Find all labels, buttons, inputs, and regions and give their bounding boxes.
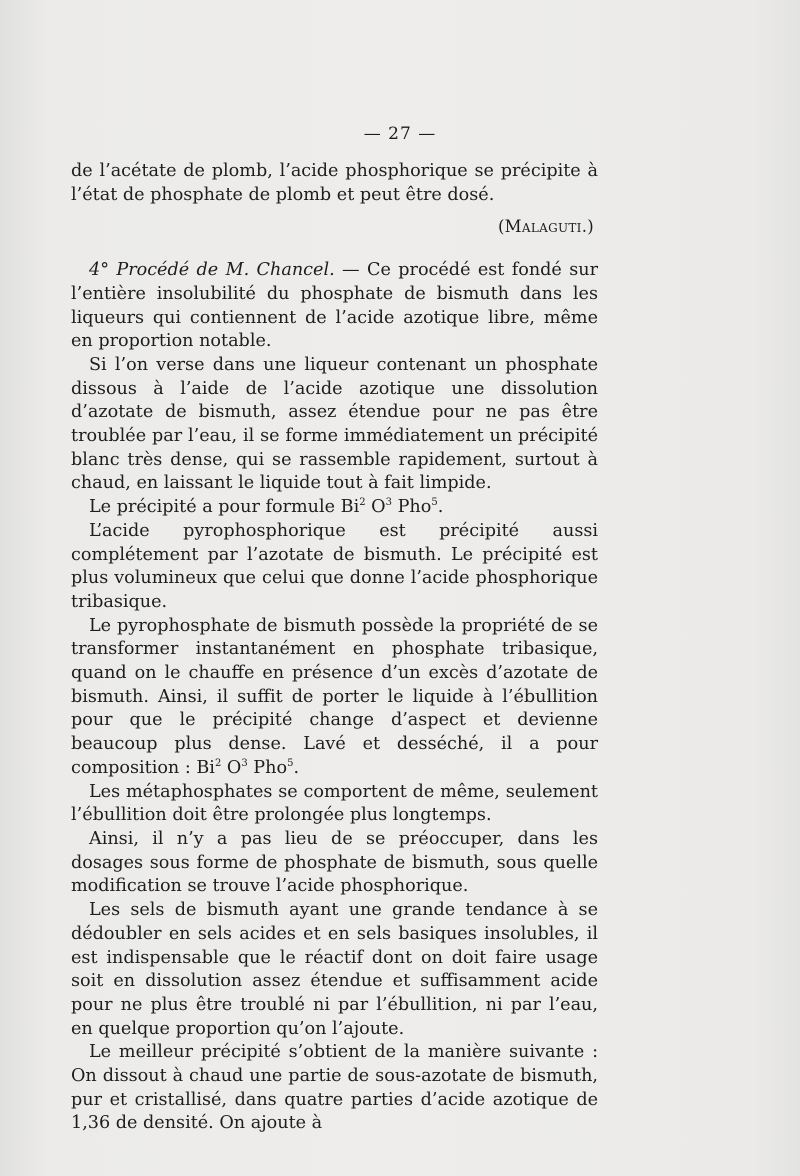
- paragraph-5: L’acide pyrophosphorique est précipité aussi complétement par l’azotate de bismuth. Le précipité est plus volumineux que celui que donne l’acide phosphorique tribasique.: [71, 520, 598, 612]
- formula-superscript: 3: [241, 757, 248, 769]
- paragraph-2: [71, 259, 598, 354]
- formula-superscript: 5: [431, 497, 438, 509]
- formula-oxygen: O: [221, 757, 242, 778]
- paragraph-7: Les métaphosphates se comportent de même, seulement l’ébullition doit être prolongée plus longtemps.: [71, 781, 598, 826]
- formula-superscript: 2: [214, 757, 222, 769]
- paragraph-6: [71, 615, 598, 781]
- formula-superscript: 3: [385, 497, 392, 509]
- paragraph-1: de l’acétate de plomb, l’acide phosphorique se précipite à l’état de phosphate de plomb et peut être dosé.: [71, 161, 598, 205]
- formula-sentence: Le précipité a pour formule Bi: [89, 497, 360, 518]
- body-text: [71, 160, 598, 1136]
- method-description: — Ce procédé est fondé sur l’entière insolubilité du phosphate de bismuth dans les liqueurs qui contiennent de l’acide azotique libre, même en proportion notable.: [71, 260, 598, 352]
- formula-pho: Pho: [392, 497, 432, 518]
- paragraph-10: Le meilleur précipité s’obtient de la manière suivante : On dissout à chaud une partie de sous-azotate de bismuth, pur et cristallisé, dans quatre parties d’acide azotique de 1,36 de densité. On ajoute à: [71, 1042, 598, 1134]
- formula-superscript: 5: [287, 757, 294, 769]
- paragraph-gap: [71, 249, 598, 259]
- paragraph-4: [71, 496, 598, 520]
- formula-pho: Pho: [247, 757, 288, 778]
- pyrophosphate-text: Le pyrophosphate de bismuth possède la propriété de se transformer instantanément en phosphate tribasique, quand on le chauffe en présence d’un excès d’azotate de bismuth. Ainsi, il suffit de porter le liquide à l’ébullition pour que le précipité change d’aspect et devienne beaucoup plus dense. Lavé et desséché, il a pour composition : Bi: [71, 615, 598, 778]
- paragraph-9: Les sels de bismuth ayant une grande tendance à se dédoubler en sels acides et en sels basiques insolubles, il est indispensable que le réactif dont on doit faire usage soit en dissolution assez étendue et suffisamment acide pour ne plus être troublé ni par l’ébullition, ni par l’eau, en quelque proportion qu’on l’ajoute.: [71, 900, 598, 1039]
- page-number: — 27 —: [363, 124, 437, 144]
- paragraph-8: Ainsi, il n’y a pas lieu de se préoccuper, dans les dosages sous forme de phosphate de bismuth, sous quelle modification se trouve l’acide phosphorique.: [71, 828, 598, 897]
- formula-oxygen: O: [365, 497, 386, 518]
- formula-end: .: [437, 497, 444, 518]
- method-heading: 4° Procédé de M. Chancel.: [89, 260, 335, 281]
- formula-end: .: [293, 757, 300, 778]
- attribution-malaguti: (Malaguti.): [497, 217, 594, 237]
- paragraph-3: Si l’on verse dans une liqueur contenant un phosphate dissous à l’aide de l’acide azotique une dissolution d’azotate de bismuth, assez étendue pour ne pas être troublée par l’eau, il se forme immédiatement un précipité blanc très dense, qui se rassemble rapidement, surtout à chaud, en laissant le liquide tout à fait limpide.: [71, 354, 598, 494]
- formula-superscript: 2: [359, 497, 366, 509]
